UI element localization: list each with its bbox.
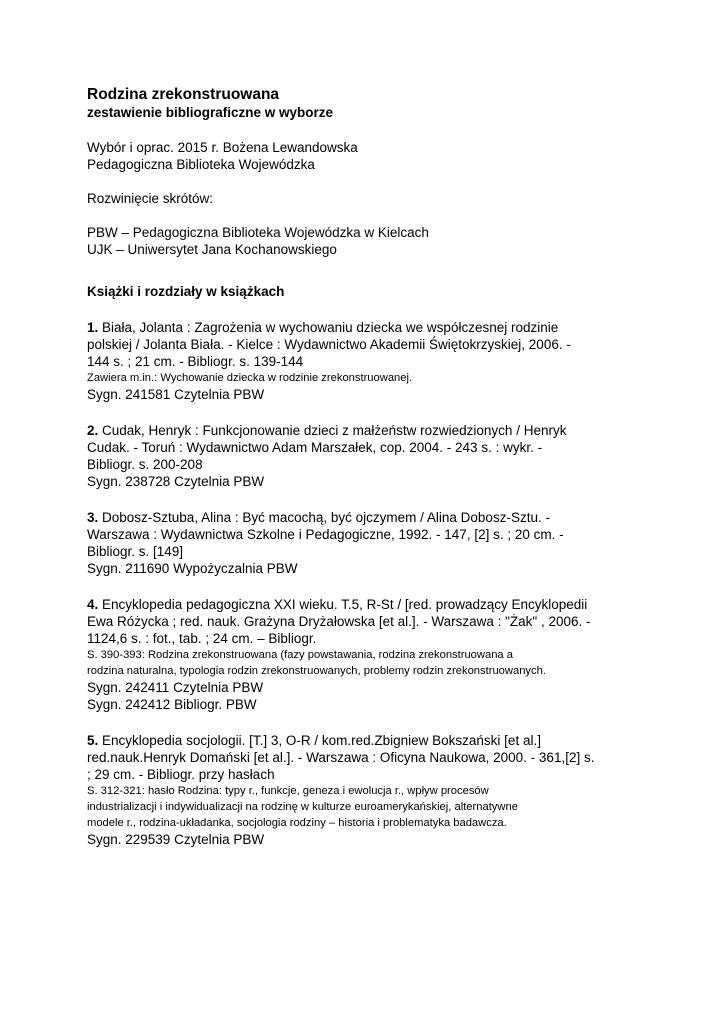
entry-call-number: Sygn. 241581 Czytelnia PBW (87, 387, 265, 402)
abbreviation-item: PBW – Pedagogiczna Biblioteka Wojewódzka w Kielcach (87, 225, 429, 240)
entry-note: industrializacji i indywidualizacji na rodzinę w kulturze euroamerykańskiej, alternatywne (87, 801, 518, 813)
bibliography-entry (87, 422, 647, 490)
document-page (87, 86, 647, 848)
entry-citation: Dobosz-Sztuba, Alina : Być macochą, być ojczymem / Alina Dobosz-Sztu. - (98, 510, 550, 525)
bibliography-entry (87, 509, 647, 577)
entry-note: S. 312-321: hasło Rodzina: typy r., funkcje, geneza i ewolucja r., wpływ procesów (87, 785, 489, 797)
entry-call-number: Sygn. 211690 Wypożyczalnia PBW (87, 561, 298, 576)
entry-text-line (87, 596, 647, 613)
entry-text-line (87, 422, 647, 439)
entry-text-line: Warszawa : Wydawnictwa Szkolne i Pedagogiczne, 1992. - 147, [2] s. ; 20 cm. - (87, 527, 564, 542)
institution-line: Pedagogiczna Biblioteka Wojewódzka (87, 157, 315, 172)
entry-note: rodzina naturalna, typologia rodzin zrekonstruowanych, problemy rodzin zrekonstruowanych. (87, 665, 546, 677)
section-heading: Książki i rozdziały w książkach (87, 284, 285, 299)
entry-number: 2. (87, 423, 99, 438)
entry-call-number: Sygn. 242412 Bibliogr. PBW (87, 697, 257, 712)
entry-number: 4. (87, 597, 99, 612)
entry-citation: Encyklopedia pedagogiczna XXI wieku. T.5, R-St / [red. prowadzący Encyklopedii (98, 597, 588, 612)
bibliography-entry (87, 732, 647, 848)
entry-number: 1. (87, 320, 99, 335)
bibliography-list (87, 319, 647, 848)
entry-text-line (87, 509, 647, 526)
entry-number: 5. (87, 733, 99, 748)
entry-text-line: red.nauk.Henryk Domański [et al.]. - Warszawa : Oficyna Naukowa, 2000. - 361,[2] s. (87, 750, 595, 765)
entry-call-number: Sygn. 238728 Czytelnia PBW (87, 474, 265, 489)
entry-citation: Cudak, Henryk : Funkcjonowanie dzieci z małżeństw rozwiedzionych / Henryk (98, 423, 567, 438)
entry-text-line: Bibliogr. s. [149] (87, 544, 184, 559)
entry-text-line: Ewa Różycka ; red. nauk. Grażyna Dryżałowska [et al.]. - Warszawa : "Żak" , 2006. - (87, 614, 591, 629)
entry-citation: Biała, Jolanta : Zagrożenia w wychowaniu dziecka we współczesnej rodzinie (98, 320, 559, 335)
entry-text-line: 1124,6 s. : fot., tab. ; 24 cm. – Bibliogr. (87, 631, 317, 646)
author-line: Wybór i oprac. 2015 r. Bożena Lewandowska (87, 140, 358, 155)
entry-text-line: Bibliogr. s. 200-208 (87, 457, 203, 472)
entry-call-number: Sygn. 229539 Czytelnia PBW (87, 832, 265, 847)
entry-text-line: 144 s. ; 21 cm. - Bibliogr. s. 139-144 (87, 354, 304, 369)
entry-note: modele r., rodzina-układanka, socjologia rodziny – historia i problematyka badawcza. (87, 817, 507, 829)
entry-text-line (87, 732, 647, 749)
entry-call-number: Sygn. 242411 Czytelnia PBW (87, 680, 264, 695)
bibliography-entry (87, 319, 647, 403)
bibliography-entry (87, 596, 647, 713)
entry-note: S. 390-393: Rodzina zrekonstruowana (fazy powstawania, rodzina zrekonstruowana a (87, 649, 513, 661)
entry-text-line: polskiej / Jolanta Biała. - Kielce : Wydawnictwo Akademii Świętokrzyskiej, 2006. - (87, 337, 571, 352)
entry-text-line: Cudak. - Toruń : Wydawnictwo Adam Marszałek, cop. 2004. - 243 s. : wykr. - (87, 440, 543, 455)
entry-citation: Encyklopedia socjologii. [T.] 3, O-R / kom.red.Zbigniew Bokszański [et al.] (98, 733, 541, 748)
abbreviations-list (87, 224, 647, 258)
entry-text-line: ; 29 cm. - Bibliogr. przy hasłach (87, 767, 275, 782)
author-info (87, 139, 647, 173)
abbreviations-heading: Rozwinięcie skrótów: (87, 191, 214, 206)
abbreviation-item: UJK – Uniwersytet Jana Kochanowskiego (87, 242, 337, 257)
entry-number: 3. (87, 510, 99, 525)
entry-text-line (87, 319, 647, 336)
entry-note: Zawiera m.in.: Wychowanie dziecka w rodzinie zrekonstruowanej. (87, 372, 413, 384)
document-title: Rodzina zrekonstruowana (87, 86, 280, 103)
document-subtitle: zestawienie bibliograficzne w wyborze (87, 105, 334, 120)
